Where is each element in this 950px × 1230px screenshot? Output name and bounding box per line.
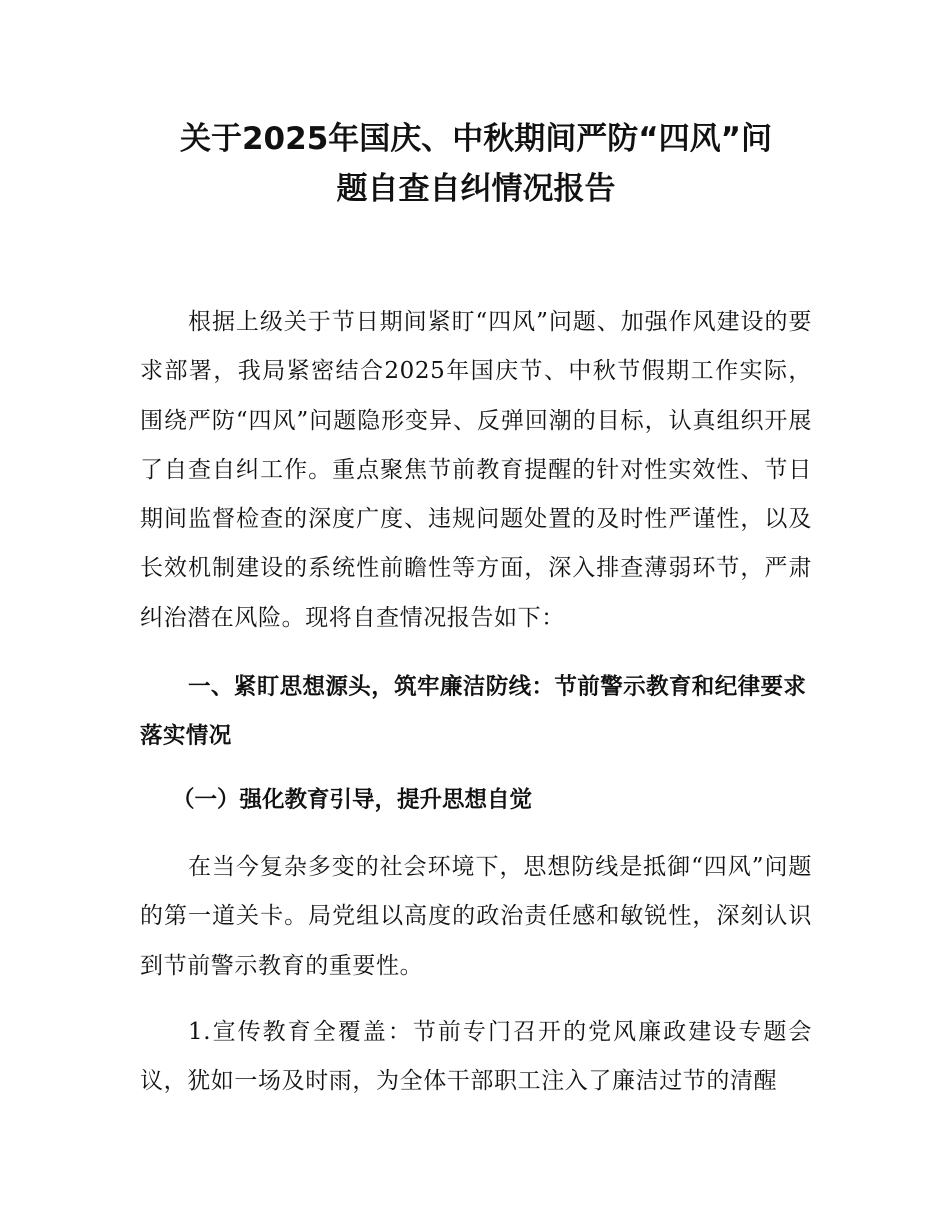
section-1-heading: 一、紧盯思想源头，筑牢廉洁防线：节前警示教育和纪律要求落实情况 — [140, 674, 807, 749]
subsection-1-heading: （一）强化教育引导，提升思想自觉 — [172, 787, 533, 813]
document-title — [140, 114, 812, 214]
title-line-2: 题自查自纠情况报告 — [336, 171, 616, 207]
item-1-paragraph: 1.宣传教育全覆盖：节前专门召开的党风廉政建设专题会议，犹如一场及时雨，为全体干部职工注入了廉洁过节的清醒 — [140, 1019, 812, 1095]
intro-paragraph: 根据上级关于节日期间紧盯“四风”问题、加强作风建设的要求部署，我局紧密结合2025年国庆节、中秋节假期工作实际，围绕严防“四风”问题隐形变异、反弹回潮的目标，认真组织开展了自查自纠工作。重点聚焦节前教育提醒的针对性实效性、节日期间监督检查的深度广度、违规问题处置的及时性严谨性，以及长效机制建设的系统性前瞻性等方面，深入排查薄弱环节，严肃纠治潜在风险。现将自查情况报告如下： — [140, 309, 812, 631]
subsection-1-paragraph: 在当今复杂多变的社会环境下，思想防线是抵御“四风”问题的第一道关卡。局党组以高度的政治责任感和敏锐性，深刻认识到节前警示教育的重要性。 — [140, 854, 812, 979]
title-line-1: 关于2025年国庆、中秋期间严防“四风”问 — [179, 121, 773, 157]
